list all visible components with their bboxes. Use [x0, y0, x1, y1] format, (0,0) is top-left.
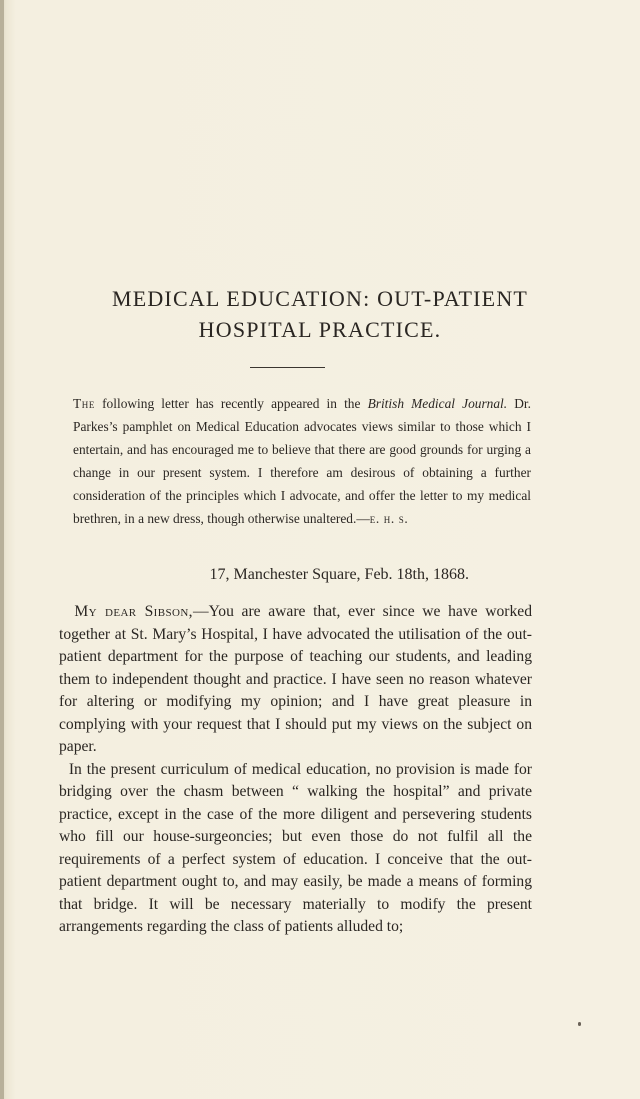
- intro-lead-word: The: [73, 396, 95, 411]
- letter-paragraph-2: [59, 759, 532, 939]
- letter-paragraph-1-text: —You are aware that, ever since we have worked together at St. Mary’s Hospital, I have advocated the utilisation of the out-patient department for the purpose of teaching our students, and leading them to independent thought and practice. I have seen no reason whatever for altering or modifying my opinion; and I have great pleasure in complying with your request that I should put my views on the subject on paper.: [59, 603, 532, 755]
- intro-paragraph: [73, 392, 531, 530]
- title-line-1: MEDICAL EDUCATION: OUT-PATIENT: [111, 286, 529, 311]
- letter-paragraph-1: [59, 601, 532, 759]
- page-spine-edge: [0, 0, 4, 1099]
- intro-signature: e. h. s.: [369, 511, 409, 526]
- letter-salutation: My dear Sibson,: [74, 603, 193, 620]
- journal-name: British Medical Journal.: [367, 396, 508, 411]
- intro-text-a: following letter has recently appeared in the: [94, 396, 368, 411]
- title-divider: [250, 367, 325, 368]
- intro-text-b: Dr. Parkes’s pamphlet on Medical Education advocates views similar to those which I entertain, and has encouraged me to believe that there are good grounds for urging a change in our present system. I therefore am desirous of obtaining a further consideration of the principles which I advocate, and offer the letter to my medical brethren, in a new dress, though otherwise unaltered.—: [73, 396, 531, 526]
- title-line-2: HOSPITAL PRACTICE.: [198, 317, 442, 342]
- page-speck: [578, 1022, 581, 1026]
- letter-body: [59, 601, 532, 939]
- letter-paragraph-2-text: In the present curriculum of medical education, no provision is made for bridging over the chasm between “ walking the hospital” and private practice, except in the case of the more diligent and persevering students who fill our house-surgeoncies; but even those do not fulfil all the requirements of a perfect system of education. I conceive that the out-patient department ought to, and may easily, be made a means of forming that bridge. It will be necessary materially to modify the present arrangements regarding the class of patients alluded to;: [59, 760, 533, 935]
- dateline-text: 17, Manchester Square, Feb. 18th, 1868.: [209, 566, 469, 583]
